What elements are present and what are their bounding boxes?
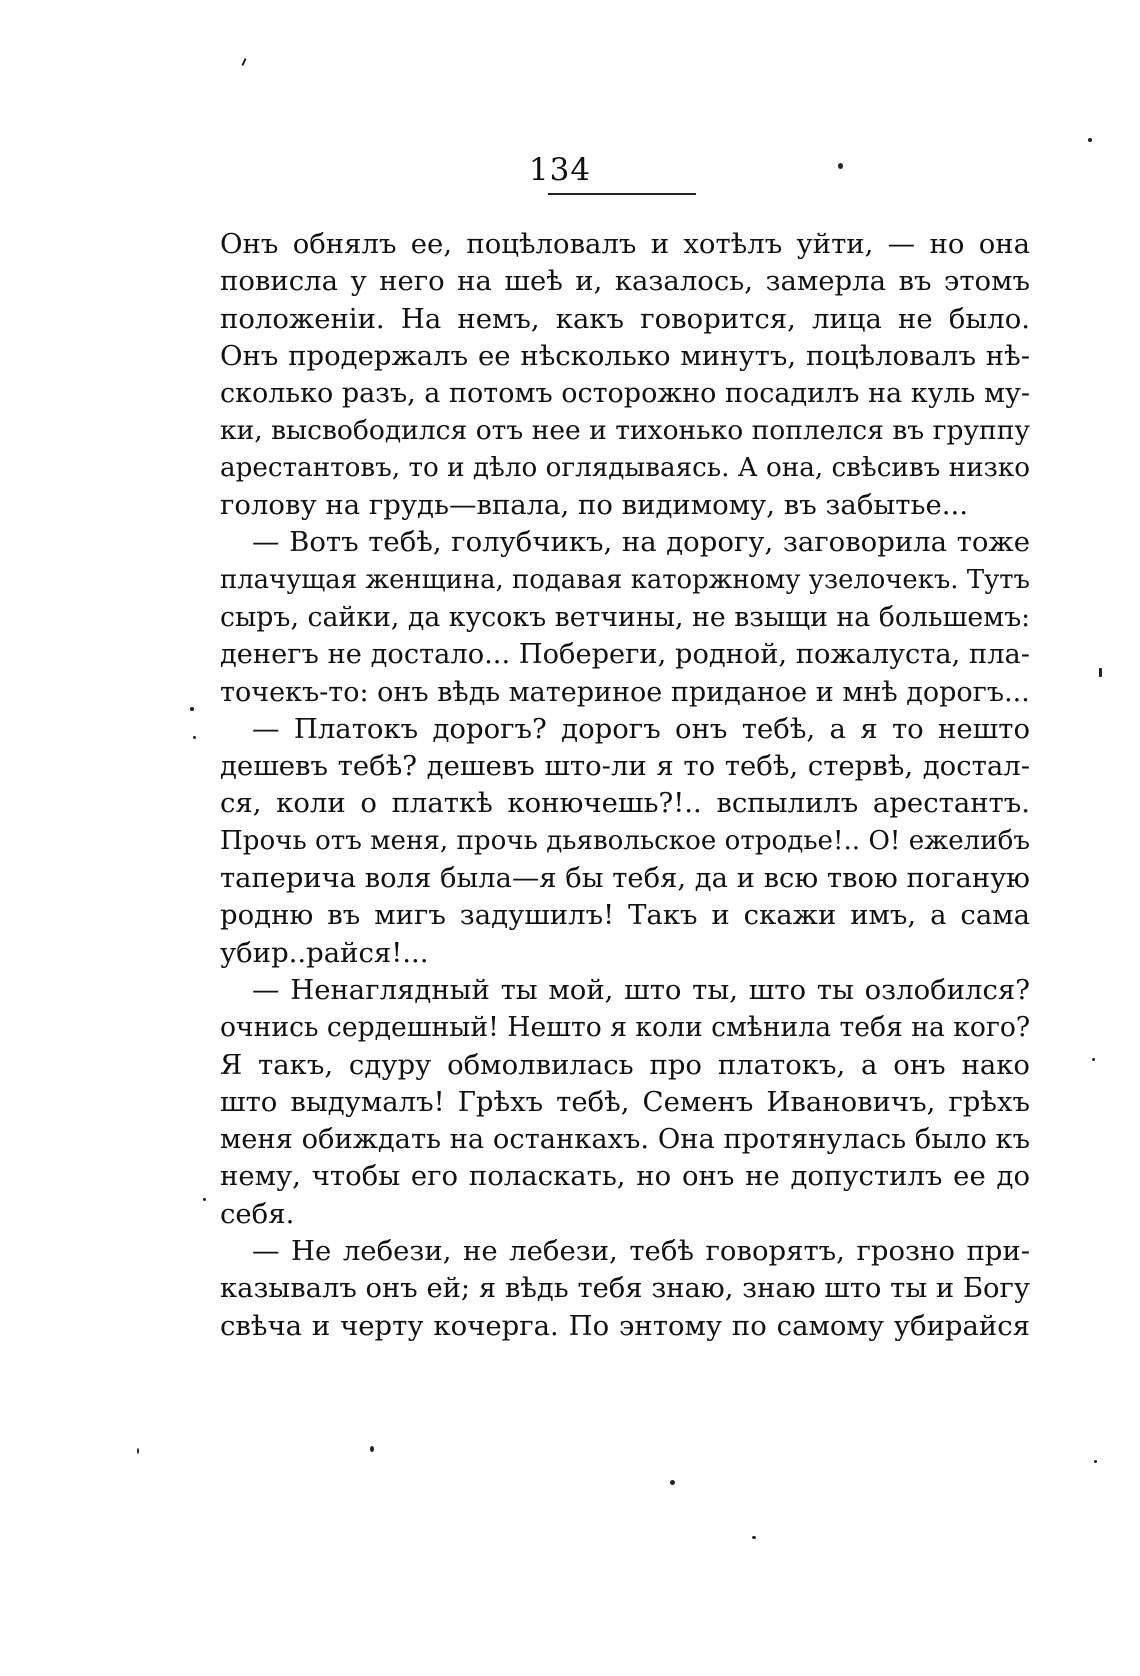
scan-speck [838,163,843,169]
scan-speck [190,707,194,711]
text-line: — Платокъ дорогъ? дорогъ онъ тебѣ, а я то нешто [252,712,1030,745]
text-line: голову на грудь—впала, по видимому, въ забытье... [220,489,968,522]
text-line: повисла у него на шеѣ и, казалось, замерла въ этомъ [220,265,1030,298]
header-rule [548,193,696,195]
scan-speck [1094,1460,1097,1463]
scan-speck [1099,668,1102,677]
text-line: ся, коли о платкѣ конючешь?!.. вспылилъ арестантъ. [220,787,1030,820]
text-line: Прочь отъ меня, прочь дьявольское отродье!.. О! ежелибъ [220,825,1030,856]
text-line: казывалъ онъ ей; я вѣдь тебя знаю, знаю што ты и Богу [220,1273,1030,1305]
scan-speck [670,1480,675,1485]
text-line: плачущая женщина, подавая каторжному узелочекъ. Тутъ [220,564,1030,595]
text-line: сыръ, сайки, да кусокъ ветчины, не взыщи на большемъ: [220,601,1031,633]
text-line: ки, высвободился отъ нее и тихонько поплелся въ группу [220,415,1030,447]
scan-speck [1092,1058,1095,1061]
page-number: 134 [528,152,592,188]
text-line: дешевъ тебѣ? дешевъ што-ли я то тебѣ, стервѣ, достал- [220,750,1030,783]
text-line: меня обиждать на останкахъ. Она протянулась было къ [220,1124,1030,1156]
text-line: свѣча и черту кочерга. По энтому по самому убирайся [220,1309,1030,1342]
text-line: сколько разъ, а потомъ осторожно посадилъ на куль му- [220,378,1030,410]
body-text [220,226,1030,1345]
text-line: — Не лебези, не лебези, тебѣ говорятъ, грозно при- [252,1235,1030,1268]
scan-speck [137,1448,139,1454]
text-line: родню въ мигъ задушилъ! Такъ и скажи имъ, а сама [220,899,1030,932]
text-line: Онъ продержалъ ее нѣсколько минутъ, поцѣловалъ нѣ- [220,339,1030,372]
scan-speck [1088,138,1092,142]
scan-speck [752,1536,756,1539]
text-line: точекъ-то: онъ вѣдь материное приданое и мнѣ дорогъ... [220,676,1030,708]
text-line: Онъ обнялъ ее, поцѣловалъ и хотѣлъ уйти, — но она [220,228,1030,260]
text-line: арестантовъ, то и дѣло оглядываясь. А она, свѣсивъ низко [220,452,1030,483]
text-line: убир..райся!... [220,936,429,969]
text-line: — Вотъ тебѣ, голубчикъ, на дорогу, заговорила тоже [252,526,1030,559]
text-line: себя. [220,1197,295,1230]
scan-speck [193,736,196,739]
text-line: положенiи. На немъ, какъ говорится, лица не было. [220,302,1030,335]
text-line: очнись сердешный! Нешто я коли смѣнила тебя на кого? [220,1012,1031,1044]
text-line: денегъ не достало... Побереги, родной, пожалуста, пла- [220,639,1030,671]
scan-speck [370,1446,374,1452]
text-line: што выдумалъ! Грѣхъ тебѣ, Семенъ Ивановичъ, грѣхъ [220,1085,1030,1118]
scan-speck [203,1198,206,1201]
text-line: нему, чтобы его поласкать, но онъ не допустилъ ее до [220,1160,1030,1193]
text-line: Я такъ, сдуру обмолвилась про платокъ, а онъ нако [220,1048,1030,1081]
text-line: таперича воля была—я бы тебя, да и всю твою поганую [220,863,1030,895]
scan-speck [241,58,246,66]
text-line: — Ненаглядный ты мой, што ты, што ты озлобился? [252,973,1030,1006]
